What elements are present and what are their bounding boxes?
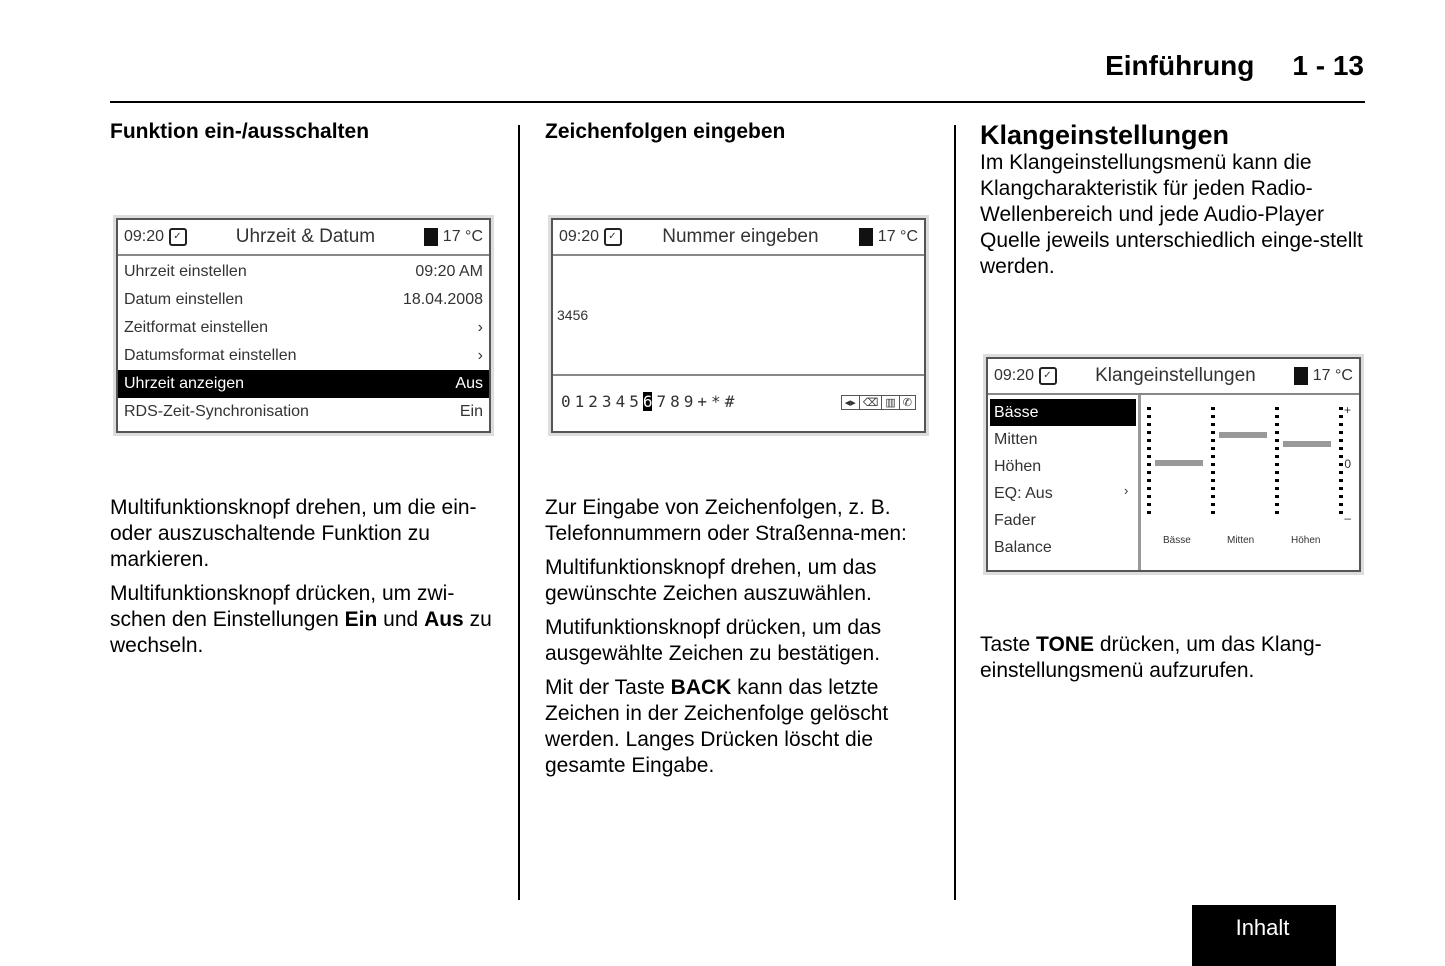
section-title: Einführung bbox=[1105, 50, 1255, 81]
input-value: 3456 bbox=[553, 256, 924, 376]
page-header bbox=[1105, 50, 1364, 82]
eq-scale bbox=[1339, 407, 1343, 519]
sound-menu-item[interactable]: Höhen bbox=[994, 457, 1042, 475]
heading: Funktion ein-/ausschalten bbox=[110, 120, 370, 143]
paragraph: Multifunktionsknopf drücken, um zwi-schen den Einstellungen Ein und Aus zu wechseln. bbox=[110, 582, 492, 657]
key-char[interactable]: 3 bbox=[601, 392, 612, 411]
clock-icon: ✓ bbox=[169, 228, 187, 246]
eq-scale bbox=[1211, 407, 1215, 519]
key-char[interactable]: 4 bbox=[615, 392, 626, 411]
heading: Klangeinstellungen bbox=[980, 120, 1230, 150]
chevron-right-icon: › bbox=[1124, 483, 1129, 498]
row-value: › bbox=[477, 347, 483, 364]
key-char[interactable]: 0 bbox=[561, 392, 571, 411]
phone-icon[interactable]: ✆ bbox=[899, 396, 915, 409]
row-label: Uhrzeit anzeigen bbox=[124, 375, 245, 392]
sound-menu-item[interactable]: Bässe bbox=[990, 399, 1136, 426]
sound-menu-item[interactable]: Fader bbox=[994, 511, 1036, 529]
sound-menu-item[interactable]: EQ: Aus bbox=[994, 484, 1053, 502]
key-char[interactable]: 7 bbox=[656, 392, 667, 411]
key-char[interactable]: 1 bbox=[574, 392, 585, 411]
screen-nummer-eingeben: 09:20 ✓ Nummer eingeben 17 °C 3456 0 1 2 3 4 5 6 7 8 9 + * # ◂▸ ⌫ ▥ ✆ bbox=[551, 218, 926, 433]
screen-uhrzeit-datum: 09:20 ✓ Uhrzeit & Datum 17 °C Uhrzeit einstellen 09:20 AM Datum einstellen 18.04.2008 Zeitformat einstellen › Datumsformat einstellen › Uhrzeit anzeigen Aus RDS-Zeit-Synchronisation Ein bbox=[116, 218, 491, 433]
eq-label: Höhen bbox=[1291, 535, 1321, 546]
eq-bar[interactable] bbox=[1155, 460, 1203, 466]
paragraph: Mit der Taste BACK kann das letzte Zeichen in der Zeichenfolge gelöscht werden. Langes Drücken löscht die gesamte Eingabe. bbox=[545, 676, 889, 777]
screen-klangeinstellungen: 09:20 ✓ Klangeinstellungen 17 °C › Bässe Mitten Höhen EQ: Aus Fader Balance + 0 – Bässe Mitten Höhen bbox=[986, 357, 1361, 572]
key-char[interactable]: 6 bbox=[642, 392, 653, 411]
key-char[interactable]: * bbox=[711, 392, 721, 411]
thermometer-icon bbox=[1294, 367, 1308, 385]
header-rule bbox=[110, 101, 1365, 103]
function-icons bbox=[841, 395, 916, 410]
key-char[interactable]: 8 bbox=[670, 392, 680, 411]
row-label: RDS-Zeit-Synchronisation bbox=[124, 403, 309, 420]
eq-label: Bässe bbox=[1163, 535, 1191, 546]
eq-bar[interactable] bbox=[1219, 432, 1267, 438]
paragraph: Im Klangeinstellungsmenü kann die Klangcharakteristik für jeden Radio-Wellenbereich und jede Audio-Player Quelle jeweils unterschiedlich einge-stellt werden. bbox=[980, 151, 1363, 278]
key-char[interactable]: 2 bbox=[588, 392, 598, 411]
sound-menu-item[interactable]: Balance bbox=[994, 538, 1052, 556]
row-value: › bbox=[477, 319, 483, 336]
thermometer-icon bbox=[859, 228, 873, 246]
sound-menu-item[interactable]: Mitten bbox=[994, 430, 1038, 448]
page-number: 1 - 13 bbox=[1292, 50, 1364, 81]
cursor-icon[interactable]: ◂▸ bbox=[844, 396, 856, 409]
row-label: Zeitformat einstellen bbox=[124, 319, 269, 336]
column-divider bbox=[954, 125, 956, 900]
key-char[interactable]: + bbox=[697, 392, 708, 411]
row-value: 09:20 AM bbox=[415, 263, 483, 280]
phonebook-icon[interactable]: ▥ bbox=[881, 396, 898, 409]
key-char[interactable]: 9 bbox=[683, 392, 694, 411]
paragraph: Mutifunktionsknopf drücken, um das ausgewählte Zeichen zu bestätigen. bbox=[545, 616, 882, 665]
row-label: Datum einstellen bbox=[124, 291, 244, 308]
paragraph: Taste TONE drücken, um das Klang-einstellungsmenü aufzurufen. bbox=[980, 633, 1322, 682]
row-value: Ein bbox=[459, 403, 483, 420]
menu-row[interactable] bbox=[118, 370, 489, 398]
clock-icon: ✓ bbox=[604, 228, 622, 246]
key-char[interactable]: 5 bbox=[629, 392, 639, 411]
menu-row[interactable] bbox=[118, 398, 489, 426]
thermometer-icon bbox=[424, 228, 438, 246]
row-label: Datumsformat einstellen bbox=[124, 347, 297, 364]
menu-row[interactable] bbox=[118, 286, 489, 314]
menu-row[interactable] bbox=[118, 314, 489, 342]
row-value: 18.04.2008 bbox=[402, 291, 483, 308]
backspace-icon[interactable]: ⌫ bbox=[859, 396, 882, 409]
eq-bar[interactable] bbox=[1283, 441, 1331, 447]
paragraph: Multifunktionsknopf drehen, um die ein- oder auszuschaltende Funktion zu markieren. bbox=[110, 496, 477, 571]
heading: Zeichenfolgen eingeben bbox=[545, 120, 786, 143]
eq-scale bbox=[1275, 407, 1279, 519]
clock-icon: ✓ bbox=[1039, 367, 1057, 385]
key-row bbox=[561, 392, 738, 412]
eq-scale bbox=[1147, 407, 1151, 519]
menu-row[interactable] bbox=[118, 342, 489, 370]
key-char[interactable]: # bbox=[724, 392, 735, 411]
menu-row[interactable] bbox=[118, 258, 489, 286]
paragraph: Multifunktionsknopf drehen, um das gewünschte Zeichen auszuwählen. bbox=[545, 556, 877, 605]
equalizer: + 0 – Bässe Mitten Höhen bbox=[1141, 395, 1359, 570]
inhalt-button[interactable]: Inhalt bbox=[1189, 902, 1336, 966]
paragraph: Zur Eingabe von Zeichenfolgen, z. B. Telefonnummern oder Straßenna-men: bbox=[545, 496, 907, 545]
column-divider bbox=[518, 125, 520, 900]
row-value: Aus bbox=[455, 375, 483, 392]
row-label: Uhrzeit einstellen bbox=[124, 263, 247, 280]
eq-label: Mitten bbox=[1227, 535, 1255, 546]
